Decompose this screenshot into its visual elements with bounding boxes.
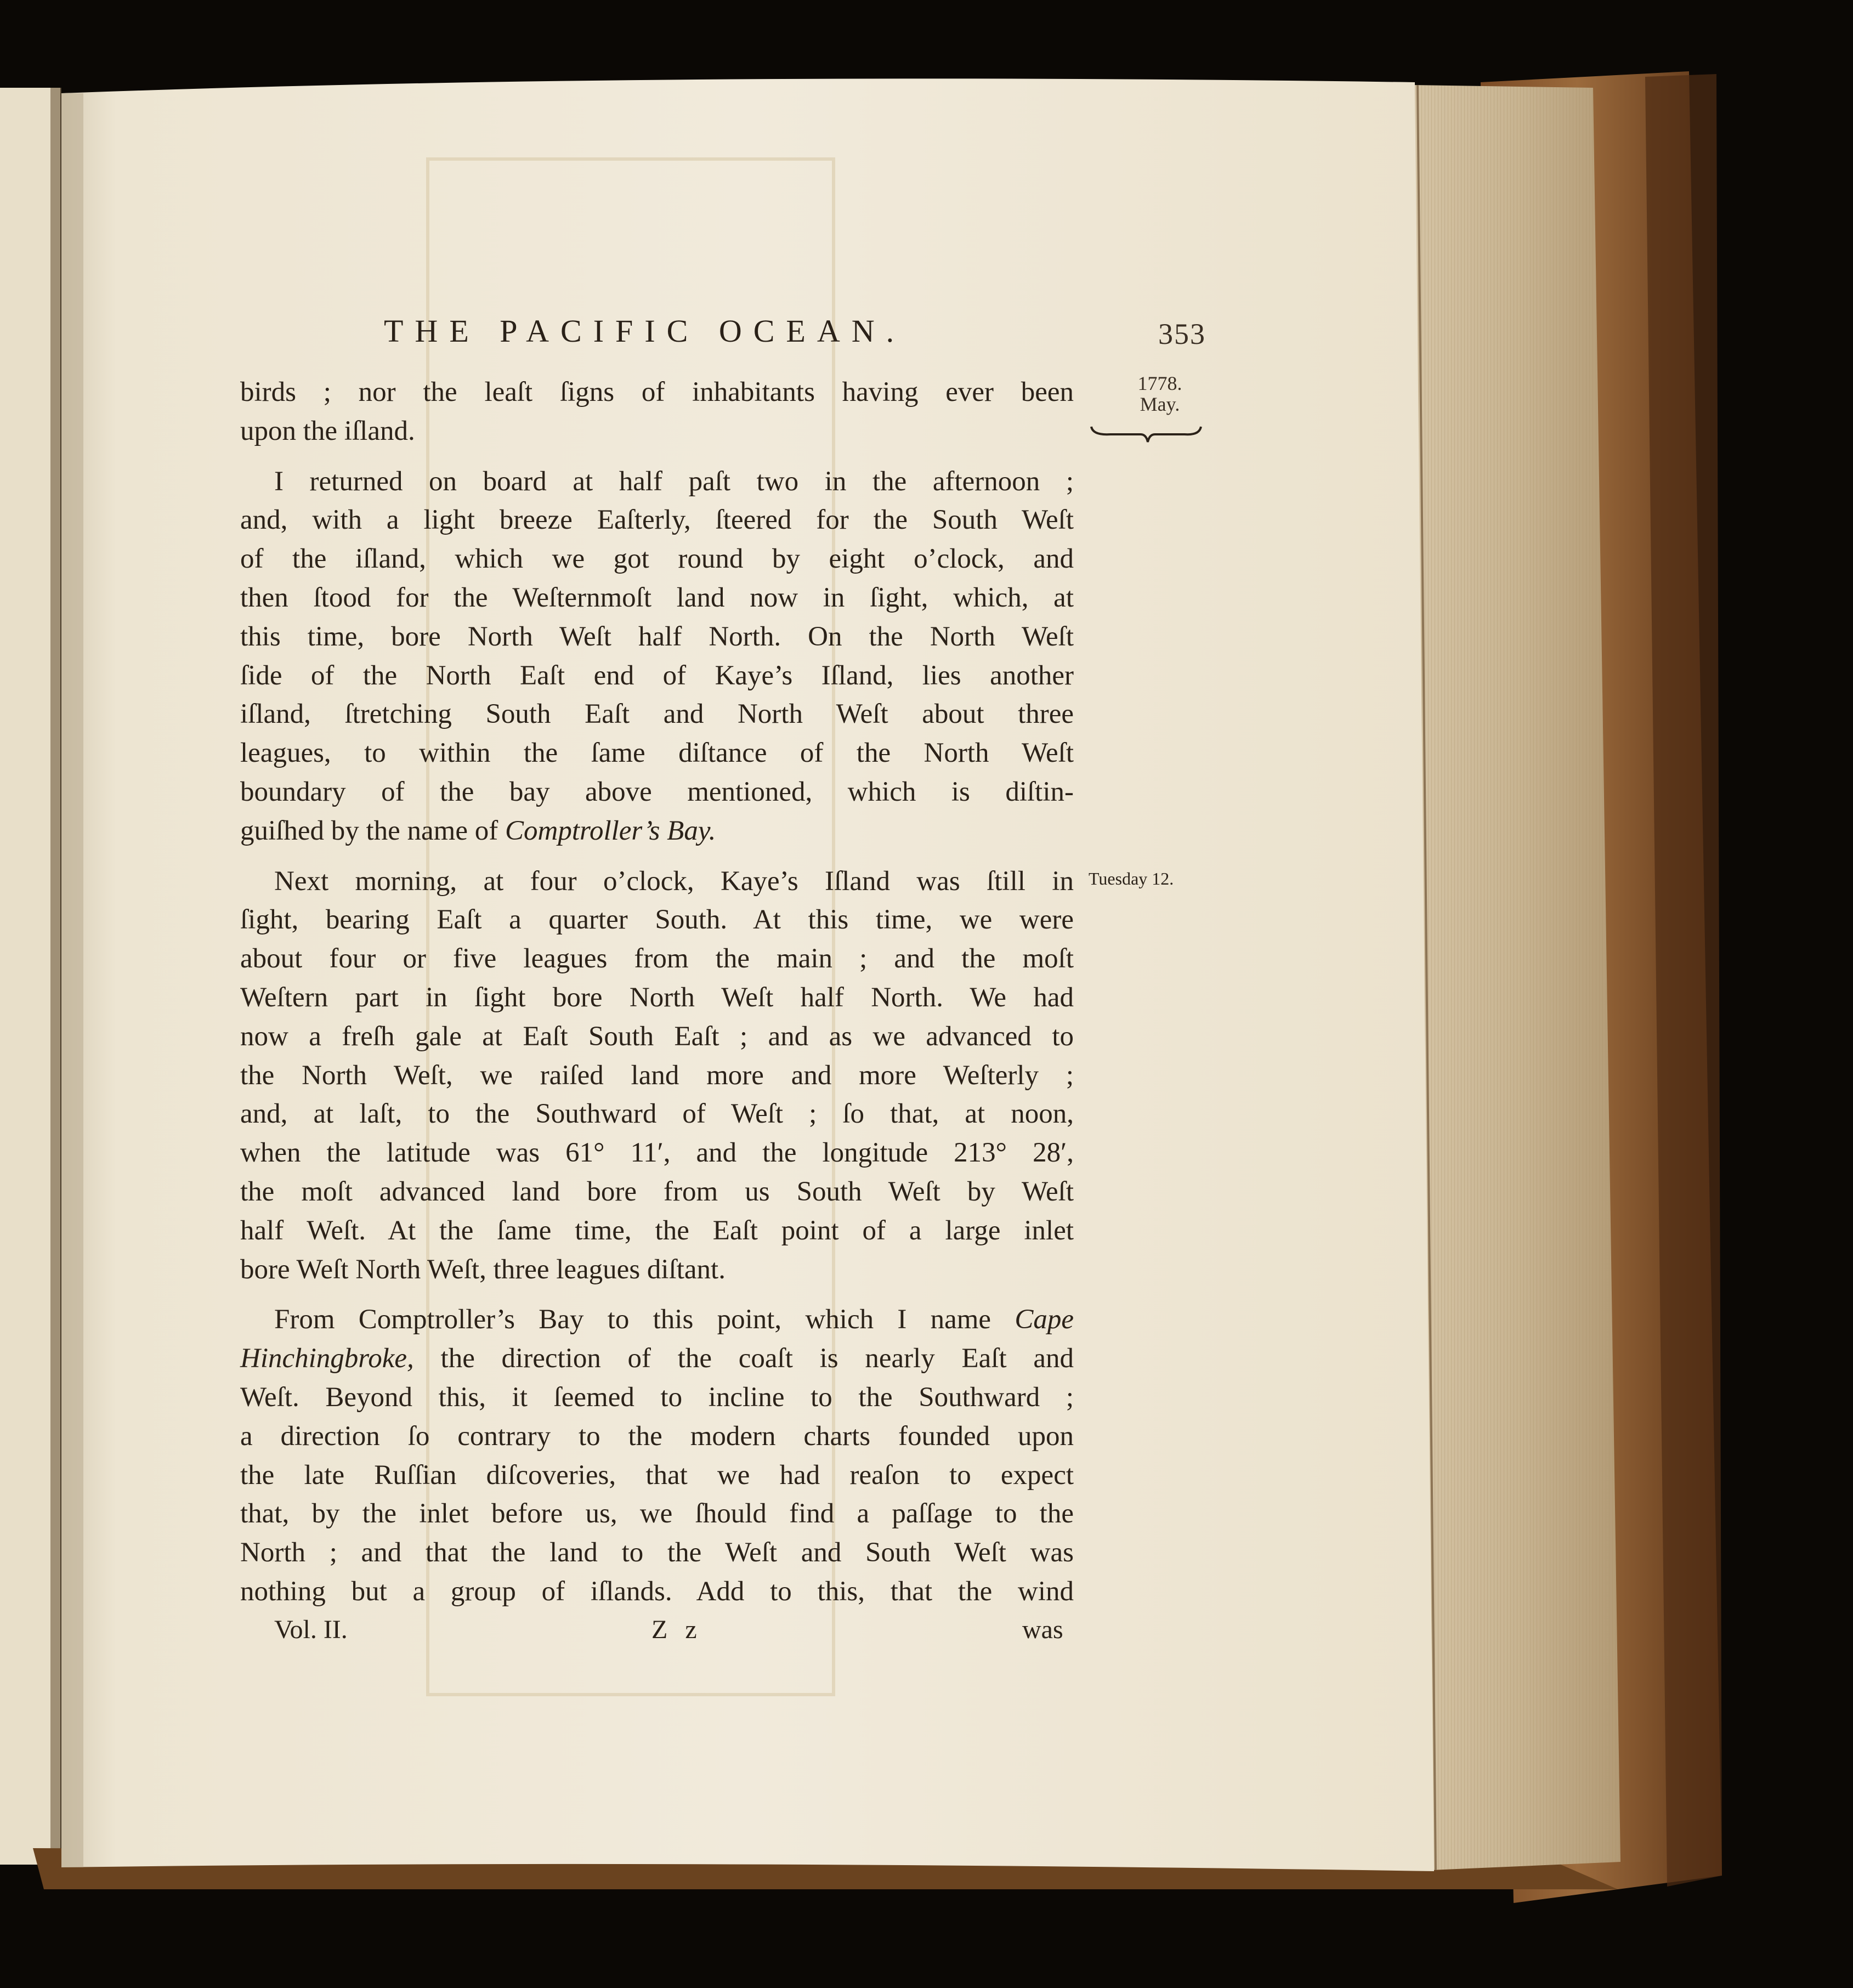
text-line: North ; and that the land to the Weſt and South Weſt was xyxy=(240,1537,1074,1568)
text-line: I returned on board at half paſt two in the afternoon ; xyxy=(274,466,1074,497)
text-line: nothing but a group of iſlands. Add to this, that the wind xyxy=(240,1576,1074,1607)
italic-cape: Cape xyxy=(1015,1304,1074,1335)
text-line: ſide of the North Eaſt end of Kaye’s Iſland, lies another xyxy=(240,660,1074,691)
text-line: Next morning, at four o’clock, Kaye’s Iſland was ſtill in xyxy=(274,865,1074,897)
text-line: Weſt. Beyond this, it ſeemed to incline to the Southward ; xyxy=(240,1381,1074,1413)
text-line: iſland, ſtretching South Eaſt and North Weſt about three xyxy=(240,699,1074,730)
body-text xyxy=(240,373,1074,1623)
text-line: half Weſt. At the ſame time, the Eaſt point of a large inlet xyxy=(240,1215,1074,1246)
text-line: the North Weſt, we raiſed land more and more Weſterly ; xyxy=(240,1060,1074,1091)
text-line: the late Ruſſian diſcoveries, that we had reaſon to expect xyxy=(240,1459,1074,1491)
paragraph-4 xyxy=(240,1300,1074,1611)
text-line: Weſtern part in ſight bore North Weſt half North. We had xyxy=(240,982,1074,1013)
running-head: THE PACIFIC OCEAN. xyxy=(384,313,906,349)
text-line: then ſtood for the Weſternmoſt land now in ſight, which, at xyxy=(240,582,1074,613)
text-fragment: the direction of the coaſt is nearly Eaſt and xyxy=(440,1343,1074,1374)
text-line: bore Weſt North Weſt, three leagues diſtant. xyxy=(240,1254,726,1285)
paragraph-2 xyxy=(240,462,1074,851)
text-fragment: guiſhed by the name of xyxy=(240,815,505,846)
margin-brace-icon xyxy=(1089,423,1204,445)
margin-date-note: Tuesday 12. xyxy=(1089,869,1174,888)
text-line: upon the iſland. xyxy=(240,415,415,446)
text-line: this time, bore North Weſt half North. On the North Weſt xyxy=(240,621,1074,652)
text-line: now a freſh gale at Eaſt South Eaſt ; and as we advanced to xyxy=(240,1021,1074,1052)
text-line: when the latitude was 61° 11′, and the longitude 213° 28′, xyxy=(240,1137,1074,1169)
text-fragment: From Comptroller’s Bay to this point, which I name xyxy=(274,1304,1015,1335)
margin-note-year xyxy=(1119,373,1201,415)
text-line: ſight, bearing Eaſt a quarter South. At this time, we were xyxy=(240,904,1074,936)
margin-month-text: May. xyxy=(1140,393,1180,415)
italic-place-name: Comptroller’s Bay. xyxy=(505,815,716,846)
text-line-with-italic xyxy=(240,1339,1074,1378)
text-line-with-italic xyxy=(240,1300,1074,1339)
text-line: leagues, to within the ſame diſtance of the North Weſt xyxy=(240,738,1074,769)
text-line: and, at laſt, to the Southward of Weſt ; ſo that, at noon, xyxy=(240,1098,1074,1130)
text-line: boundary of the bay above mentioned, which is diſtin- xyxy=(240,776,1074,807)
italic-hinchingbroke: Hinchingbroke, xyxy=(240,1343,414,1374)
text-line: birds ; nor the leaſt ſigns of inhabitants having ever been xyxy=(240,377,1074,407)
footer-volume: Vol. II. xyxy=(274,1615,348,1644)
paragraph-3 xyxy=(240,862,1074,1289)
text-line: a direction ſo contrary to the modern charts founded upon xyxy=(240,1420,1074,1452)
text-line: about four or five leagues from the main ; and the moſt xyxy=(240,943,1074,975)
footer-catchword: was xyxy=(1022,1615,1063,1644)
text-line: and, with a light breeze Eaſterly, ſteered for the South Weſt xyxy=(240,505,1074,536)
text-line-with-italic xyxy=(240,812,1074,851)
text-line: the moſt advanced land bore from us South Weſt by Weſt xyxy=(240,1176,1074,1207)
footer-signature: Z z xyxy=(651,1615,702,1644)
page-number: 353 xyxy=(1158,318,1206,350)
margin-year-text: 1778. xyxy=(1137,372,1182,394)
text-line: that, by the inlet before us, we ſhould find a paſſage to the xyxy=(240,1498,1074,1530)
text-line: of the iſland, which we got round by eight o’clock, and xyxy=(240,543,1074,575)
paragraph-1 xyxy=(240,373,1074,451)
